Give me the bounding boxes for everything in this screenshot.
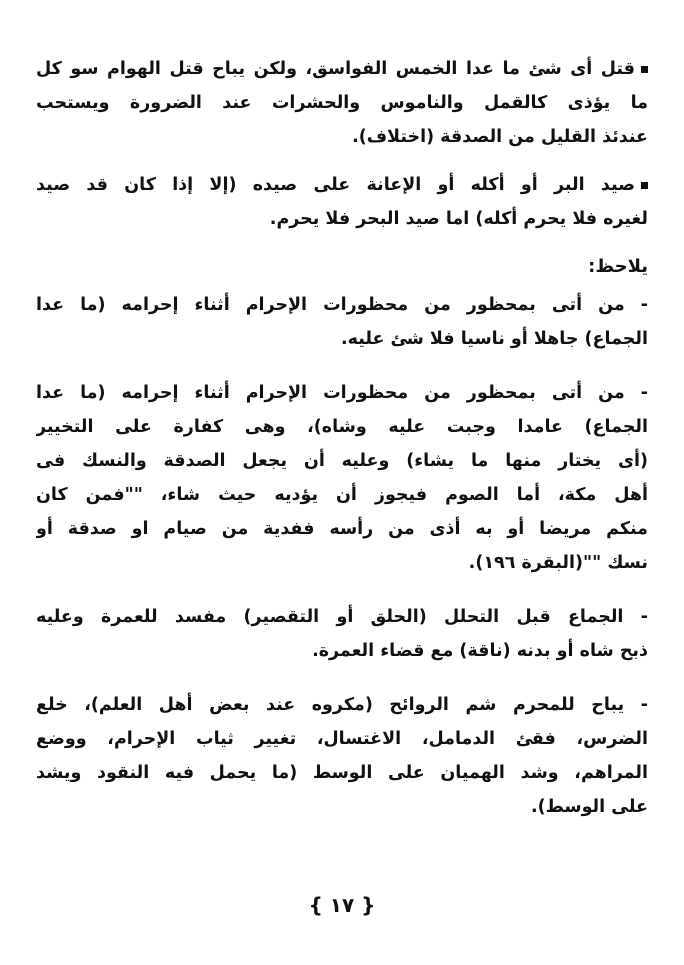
text-line: - الجماع قبل التحلل (الحلق أو التقصير) مفسد للعمرة وعليه xyxy=(36,607,648,627)
bullet-item xyxy=(36,52,648,154)
text-line: صيد البر أو أكله أو الإعانة على صيده (إلا إذا كان قد صيد xyxy=(36,175,635,195)
note-item xyxy=(36,288,648,356)
text-line: منكم مريضا أو به أذى من رأسه ففدية من صيام او صدقة أو xyxy=(36,519,648,539)
bullet-square-icon xyxy=(641,182,648,189)
text-line: ما يؤذى كالقمل والناموس والحشرات عند الضرورة ويستحب xyxy=(36,93,648,113)
text-line: الجماع) عامدا وجبت عليه وشاه)، وهى كفارة على التخيير xyxy=(36,417,648,437)
text-line: أهل مكة، أما الصوم فيجوز أن يؤديه حيث شاء، ""فمن كان xyxy=(36,485,648,505)
text-line: المراهم، وشد الهميان على الوسط (ما يحمل فيه النقود ويشد xyxy=(36,763,648,783)
note-item xyxy=(36,688,648,824)
bullet-square-icon xyxy=(641,66,648,73)
note-item xyxy=(36,600,648,668)
note-item xyxy=(36,376,648,580)
text-line: على الوسط). xyxy=(530,797,648,817)
text-line: - من أتى بمحظور من محظورات الإحرام أثناء إحرامه (ما عدا xyxy=(36,295,648,315)
text-line: نسك ""(البقرة ١٩٦). xyxy=(468,553,648,573)
text-line: - من أتى بمحظور من محظورات الإحرام أثناء إحرامه (ما عدا xyxy=(36,383,648,403)
text-line: - يباح للمحرم شم الروائح (مكروه عند بعض أهل العلم)، خلع xyxy=(36,695,648,715)
text-line: ذبح شاه أو بدنه (ناقة) مع قضاء العمرة. xyxy=(312,641,648,661)
section-heading: يلاحظ: xyxy=(588,256,648,277)
text-line: لغيره فلا يحرم أكله) اما صيد البحر فلا يحرم. xyxy=(269,209,648,229)
bullet-item xyxy=(36,168,648,236)
text-line: قتل أى شئ ما عدا الخمس الفواسق، ولكن يباح قتل الهوام سو كل xyxy=(36,59,635,79)
page-body xyxy=(36,52,648,844)
text-line: الجماع) جاهلا أو ناسيا فلا شئ عليه. xyxy=(340,329,648,349)
text-line: الضرس، فقئ الدمامل، الاغتسال، تغيير ثياب الإحرام، ووضع xyxy=(36,729,648,749)
page-number: { ١٧ } xyxy=(308,893,376,917)
text-line: عندئذ القليل من الصدقة (اختلاف). xyxy=(352,127,648,147)
text-line: (أى يختار منها ما يشاء) وعليه أن يجعل الصدقة والنسك فى xyxy=(36,451,648,471)
